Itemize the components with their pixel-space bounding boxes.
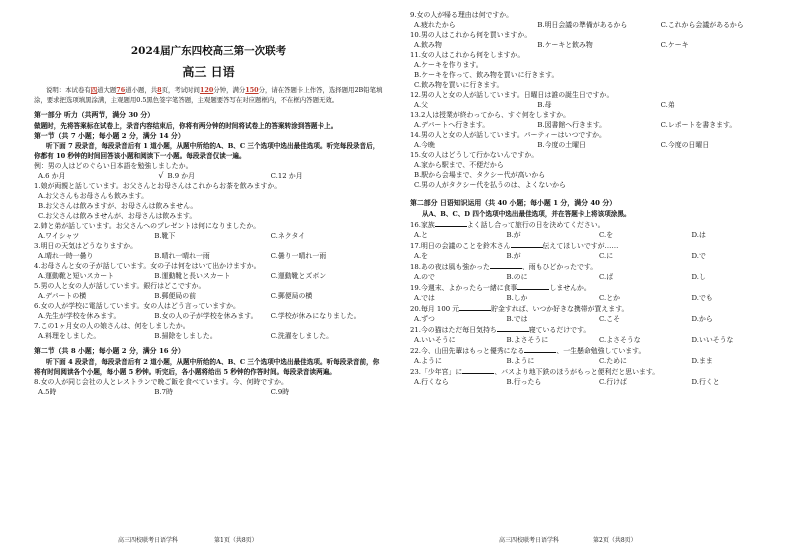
footer-label: 高三四校联考日语学科 — [118, 537, 179, 544]
exam-questions-count: 76 — [116, 86, 126, 94]
question-4-options: A.運動靴と短いスカート B.運動靴と長いスカート C.運動靴とズボン — [38, 272, 327, 280]
question-12: 12.男の人と女の人が話しています。日曜日は誰の誕生日ですか。 — [410, 91, 614, 99]
answer-blank — [459, 303, 491, 311]
answer-blank — [524, 345, 556, 353]
answer-blank — [511, 240, 543, 248]
example-option-b: √ B.9 か月 — [150, 171, 266, 181]
exam-subtitle: 高三 日语 — [182, 65, 235, 79]
question-15: 15.女の人はどうして行かないんですか。 — [410, 151, 539, 159]
example-option-a: A.6 か月 — [38, 172, 66, 180]
question-1: 1.娘が両親と話しています。お父さんとお母さんはこれからお茶を飲みますか。 — [34, 182, 282, 190]
question-3: 3.明日の天気はどうなりますか。 — [34, 242, 138, 250]
exam-time: 120 — [199, 86, 214, 94]
section2-header: 第二节（共 8 小题；每小题 2 分，满分 16 分） — [34, 347, 185, 355]
question-10: 10.男の人はこれから何を買いますか。 — [410, 31, 532, 39]
question-14: 14.男の人と女の人が話しています。パーティーはいつですか。 — [410, 131, 606, 139]
question-21-options: A.いいそうに B.よさそうに C.よさそうな D.いいそうな — [414, 336, 734, 344]
part2-header: 第二部分 日语知识运用（共 40 小题；每小题 1 分，满分 40 分） — [410, 199, 617, 207]
question-9: 9.女の人が帰る理由は何ですか。 — [410, 11, 514, 19]
footer-page-number: 第2页（共8页） — [593, 537, 637, 544]
exam-title: 2024届广东四校高三第一次联考 — [130, 45, 287, 57]
question-21: 21.今の猫はただ毎日気持ち 寝ているだけです。 — [410, 326, 591, 334]
question-18-options: A.ので B.のに C.ば D.し — [414, 273, 706, 281]
part1-header: 第一部分 听力（共两节，满分 30 分） — [34, 111, 155, 119]
part1-intro: 做题时，先将答案标在试卷上，录音内容结束后，你将有两分钟的时间将试卷上的答案转涂到答题卡上。 — [34, 122, 338, 130]
page-2 — [397, 0, 794, 549]
question-23-options: A.行くなら B.行ったら C.行けば D.行くと — [414, 378, 720, 386]
question-19: 19.今週末、よかったら一緒に食事 しませんか。 — [410, 284, 591, 292]
question-18: 18.あの夜は風も強かった 、雨もひどかったです。 — [410, 263, 598, 271]
question-9-options: A.疲れたから B.明日会議の準備があるから C.これから会議があるから — [414, 21, 744, 29]
question-15-option-b: B.駅から会場まで、タクシー代が高いから — [414, 171, 546, 179]
question-10-options: A.飲み物 B.ケーキと飲み物 C.ケーキ — [414, 41, 689, 49]
question-11: 11.女の人はこれから何をしますか。 — [410, 51, 525, 59]
question-15-option-c: C.男の人がタクシー代を払うのは、よくないから — [414, 181, 566, 189]
page-2-content — [410, 10, 780, 387]
question-23: 23.「少年宮」に 、バスより地下鉄のほうがもっと便利だと思います。 — [410, 368, 660, 376]
question-22: 22.今、山田先輩はもっと優秀になる 、一生懸命勉強しています。 — [410, 347, 646, 355]
answer-blank — [490, 261, 522, 269]
exam-pages-count: 8 — [157, 86, 162, 94]
question-5-options: A.デパートの横 B.郵便局の前 C.郵便局の横 — [38, 292, 313, 300]
question-7-options: A.料理をしました。 B.掃除をしました。 C.洗濯をしました。 — [38, 332, 333, 340]
question-8-options: A.5時 B.7時 C.9時 — [38, 388, 290, 396]
question-3-options: A.晴れ一時一曇り B.晴れ一晴れ一雨 C.曇り一晴れ一雨 — [38, 252, 327, 260]
exam-full-score: 150 — [245, 86, 259, 94]
question-15-option-a: A.家から駅まで、不便だから — [414, 161, 504, 169]
question-20-options: A.ずつ B.では C.こそ D.から — [414, 315, 713, 323]
question-2-options: A.ワイシャツ B.靴下 C.ネクタイ — [38, 232, 306, 240]
question-1-option-c: C.お父さんは飲みませんが、お母さんは飲みます。 — [38, 212, 197, 220]
answer-blank — [497, 324, 529, 332]
question-11-option-c: C.飲み物を買いに行きます。 — [414, 81, 504, 89]
question-1-option-a: A.お父さんもお母さんも飲みます。 — [38, 192, 148, 200]
question-16: 16.家族 よく話し合って旅行の日を決めてください。 — [410, 221, 605, 229]
check-mark-icon: √ — [158, 171, 164, 180]
example-options — [34, 171, 383, 181]
answer-blank — [462, 366, 494, 374]
part2-instructions: 从A、B、C、D 四个选项中选出最佳选项，并在答题卡上将该项涂黑。 — [422, 210, 631, 218]
question-13-options: A.デパートへ行きます。 B.図書館へ行きます。 C.レポートを書きます。 — [414, 121, 737, 129]
question-13: 13.2人は授業が終わってから、すぐ何をしますか。 — [410, 111, 570, 119]
footer-label: 高三四校联考日语学科 — [499, 537, 560, 544]
question-6: 6.女の人が学校に電話しています。女の人はどう言っていますか。 — [34, 302, 240, 310]
question-7: 7.この1ヶ月女の人の娘さんは、何をしましたか。 — [34, 322, 190, 330]
question-12-options: A.父 B.母 C.弟 — [414, 101, 675, 109]
section2-instructions: 听下面 4 段录音，每段录音后有 2 道小题，从题中所给的A、B、C 三个选项中选出最佳选项。听每段录音前，你将有时间阅读各个小题，每小题 5 秒钟。听完后，各小题将给出 5 秒钟的作答时间。每段录音读两遍。 — [34, 358, 380, 376]
question-2: 2.姉と弟が話しています。お父さんへのプレゼントは何になりましたか。 — [34, 222, 261, 230]
answer-blank — [517, 282, 549, 290]
answer-blank — [435, 219, 467, 227]
question-22-options: A.ように B.ように C.ために D.まま — [414, 357, 713, 365]
example-option-c: C.12 か月 — [270, 172, 303, 180]
exam-instructions: 说明：本试卷有四道大题76道小题，共8页，考试时间120分钟，满分150分，请在答题卡上作答，选择题用2B铅笔填涂，要求把选项填黑涂满，主观题用0.5黑色签字笔答题，主观题要答写在对应题框内，不在框内答题无效。 — [34, 86, 383, 104]
section1-instructions: 听下面 7 段录音，每段录音后有 1 道小题，从题中所给的A、B、C 三个选项中选出最佳选项。听完每段录音后，你都有 10 秒钟的时间回答该小题和阅读下一小题。每段录音仅读一遍。 — [34, 142, 380, 160]
question-6-options: A.先生が学校を休みます。 B.女の人の子が学校を休みます。 C.学校が休みになりました。 — [38, 312, 361, 320]
question-1-option-b: B.お父さんは飲みますが、お母さんは飲みません。 — [38, 202, 198, 210]
question-5: 5.男の人と女の人が話しています。銀行はどこですか。 — [34, 282, 206, 290]
question-17: 17.明日の会議のことを鈴木さん 伝えてほしいですが…… — [410, 242, 619, 250]
section1-header: 第一节（共 7 小题；每小题 2 分，满分 14 分） — [34, 132, 185, 140]
question-8: 8.女の人が同じ会社の人とレストランで晩ご飯を食べています。今、何時ですか。 — [34, 378, 288, 386]
footer-page-number: 第1页（共8页） — [214, 537, 258, 544]
question-11-option-b: B.ケーキを作って、飲み物を買いに行きます。 — [414, 71, 559, 79]
example-question: 例：男の人はどのぐらい日本語を勉強しましたか。 — [34, 162, 193, 170]
question-16-options: A.と B.が C.を D.は — [414, 231, 706, 239]
question-11-option-a: A.ケーキを作ります。 — [414, 61, 483, 69]
question-19-options: A.では B.しか C.とか D.でも — [414, 294, 713, 302]
question-20: 20.毎月 100 元 貯金すれば、いつか好きな携帯が買えます。 — [410, 305, 629, 313]
question-14-options: A.今晩 B.今度の土曜日 C.今度の日曜日 — [414, 141, 710, 149]
question-4: 4.お母さんと女の子が話しています。女の子は何をはいて出かけますか。 — [34, 262, 261, 270]
page-1-content — [34, 10, 383, 397]
exam-sections-count: 四 — [90, 86, 98, 94]
question-17-options: A.を B.が C.に D.で — [414, 252, 706, 260]
